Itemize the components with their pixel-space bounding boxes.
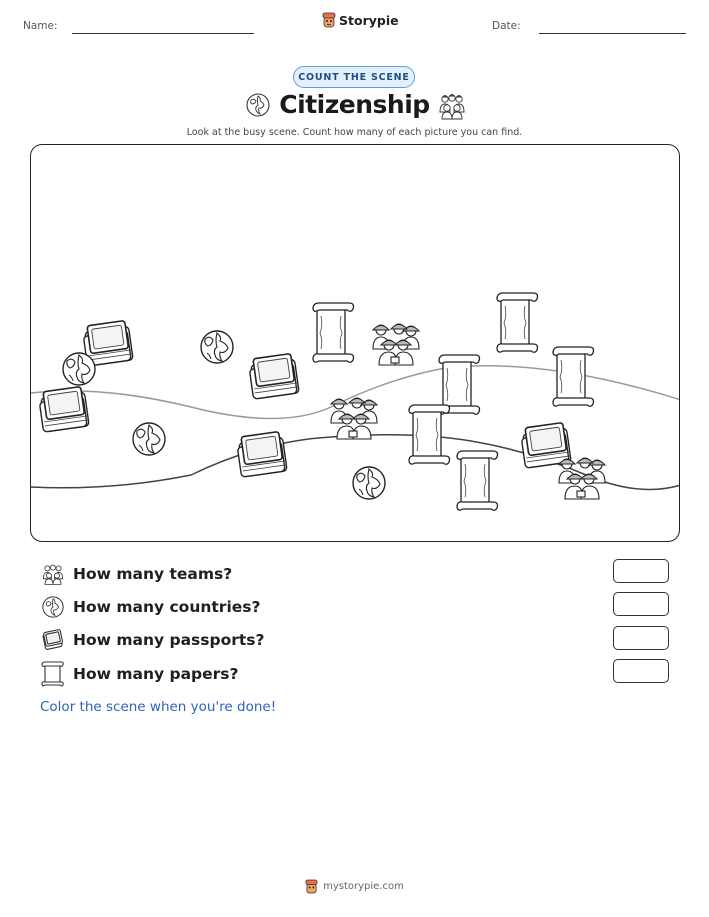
- count-the-scene-badge: COUNT THE SCENE: [293, 66, 415, 88]
- question-text: How many countries?: [73, 598, 261, 616]
- busy-scene[interactable]: [30, 144, 680, 542]
- answer-box-papers[interactable]: [613, 659, 669, 683]
- instructions: Look at the busy scene. Count how many of each picture you can find.: [186, 127, 523, 138]
- passport-icon: [249, 354, 299, 400]
- name-label: Name:: [23, 20, 58, 32]
- team-icon: [41, 562, 65, 586]
- team-icon: [437, 92, 467, 120]
- date-label: Date:: [492, 20, 521, 32]
- question-text: How many papers?: [73, 665, 239, 683]
- brand-logo: [322, 12, 399, 28]
- team-icon: [331, 398, 377, 439]
- footer: [0, 879, 709, 894]
- closing-note: Color the scene when you're done!: [40, 699, 277, 715]
- globe-icon: [133, 423, 165, 455]
- paper-scroll-icon: [457, 451, 498, 510]
- globe-icon: [63, 353, 95, 385]
- footer-website[interactable]: mystorypie.com: [323, 881, 404, 892]
- paper-scroll-icon: [497, 293, 538, 352]
- team-icon: [373, 324, 419, 365]
- globe-icon: [41, 595, 65, 619]
- question-papers: [41, 661, 239, 687]
- paper-scroll-icon: [313, 303, 354, 362]
- scene-drawing: [31, 145, 680, 542]
- passport-icon: [237, 432, 287, 478]
- storypie-mascot-icon: [322, 12, 336, 28]
- question-passports: [41, 628, 265, 652]
- question-text: How many teams?: [73, 565, 233, 583]
- globe-icon: [201, 331, 233, 363]
- globe-icon: [353, 467, 385, 499]
- page-title: Citizenship: [279, 90, 430, 119]
- answer-box-countries[interactable]: [613, 592, 669, 616]
- name-line[interactable]: [72, 33, 254, 34]
- date-line[interactable]: [539, 33, 686, 34]
- question-teams: [41, 562, 232, 586]
- paper-scroll-icon: [41, 661, 65, 687]
- passport-icon: [41, 628, 65, 652]
- answer-box-teams[interactable]: [613, 559, 669, 583]
- question-countries: [41, 595, 260, 619]
- brand-name: Storypie: [339, 12, 399, 28]
- question-text: How many passports?: [73, 631, 265, 649]
- answer-box-passports[interactable]: [613, 626, 669, 650]
- passport-icon: [39, 387, 89, 433]
- storypie-mascot-icon: [305, 879, 318, 894]
- team-icon: [559, 458, 605, 499]
